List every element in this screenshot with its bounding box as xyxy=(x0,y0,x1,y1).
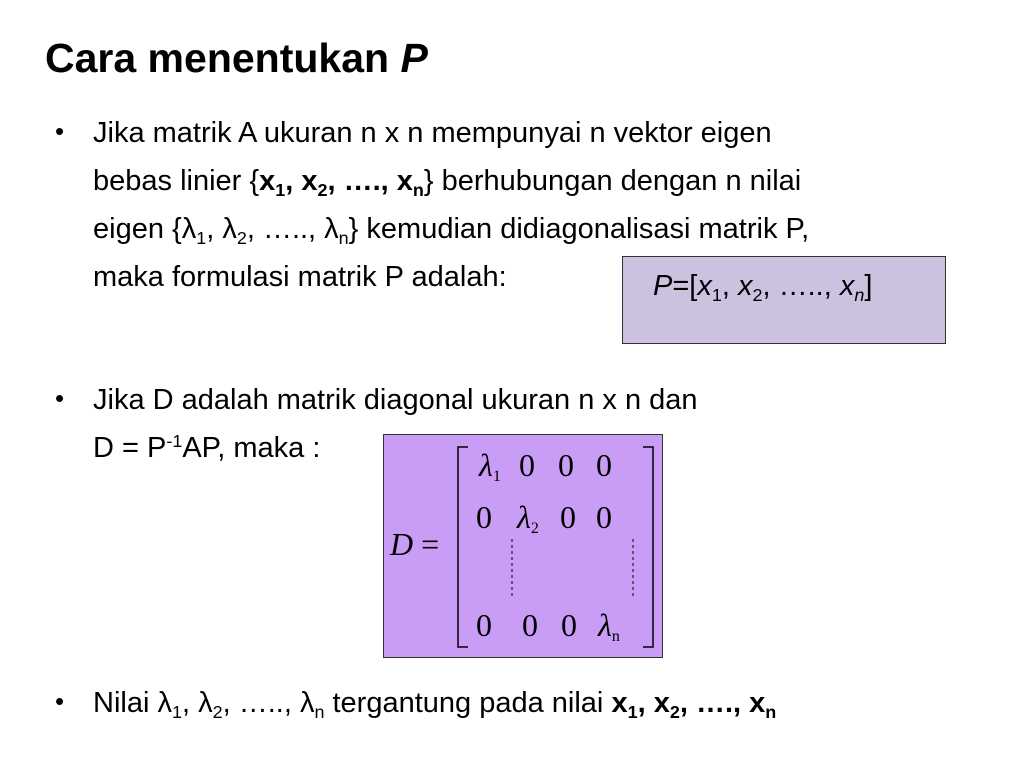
matrix-cell-n-3: 0 xyxy=(561,607,577,643)
bullet-2-line-1: Jika D adalah matrik diagonal ukuran n x n dan xyxy=(93,384,698,416)
matrix-cell-n-4: $\lambda_n$ xyxy=(598,607,620,646)
matrix-cell-1-4: 0 xyxy=(596,447,612,483)
bullet-1-line-4: maka formulasi matrik P adalah: xyxy=(93,261,507,293)
bullet-1-line-3: eigen {$\lambda_1$, $\lambda_2$, ….., $\lambda_n$} kemudian didiagonalisasi matrik P, xyxy=(93,213,810,248)
bullet-marker: • xyxy=(55,116,65,146)
p-formula-box xyxy=(622,256,946,344)
matrix-cell-1-2: 0 xyxy=(519,447,535,483)
d-lhs: D = xyxy=(390,526,440,562)
matrix-cell-2-3: 0 xyxy=(560,499,576,535)
bullet-3-text xyxy=(93,679,776,727)
bullet-2-line-2: $D = P^{-1}AP$, maka : xyxy=(93,431,321,464)
bullet-marker: • xyxy=(55,383,65,413)
right-bracket xyxy=(643,447,653,647)
p-formula: $P=[x_1$, $x_2$, ….., $x_n$] xyxy=(653,270,873,305)
matrix-cell-1-1: $\lambda_1$ xyxy=(479,447,501,486)
bullet-marker: • xyxy=(55,686,65,716)
title-italic-p: P xyxy=(400,35,428,81)
matrix-cell-n-2: 0 xyxy=(522,607,538,643)
d-matrix-box xyxy=(383,434,663,658)
matrix-cell-2-4: 0 xyxy=(596,499,612,535)
matrix-cell-2-1: 0 xyxy=(476,499,492,535)
matrix-cell-n-1: 0 xyxy=(476,607,492,643)
bullet-3-line-1: Nilai $\lambda_1$, $\lambda_2$, ….., $\lambda_n$ tergantung pada nilai $x_1$, $x_2$, …., $x_n$ xyxy=(93,687,777,722)
bullet-1-line-2: bebas linier {$x_1$, $x_2$, …., $x_n$} berhubungan dengan n nilai xyxy=(93,165,802,200)
bullet-1-line-1: Jika matrik A ukuran n x n mempunyai n vektor eigen xyxy=(93,117,772,149)
matrix-cell-1-3: 0 xyxy=(558,447,574,483)
matrix-cell-2-2: $\lambda_2$ xyxy=(517,499,539,538)
slide-title: Cara menentukan P xyxy=(45,35,428,81)
left-bracket xyxy=(458,447,468,647)
